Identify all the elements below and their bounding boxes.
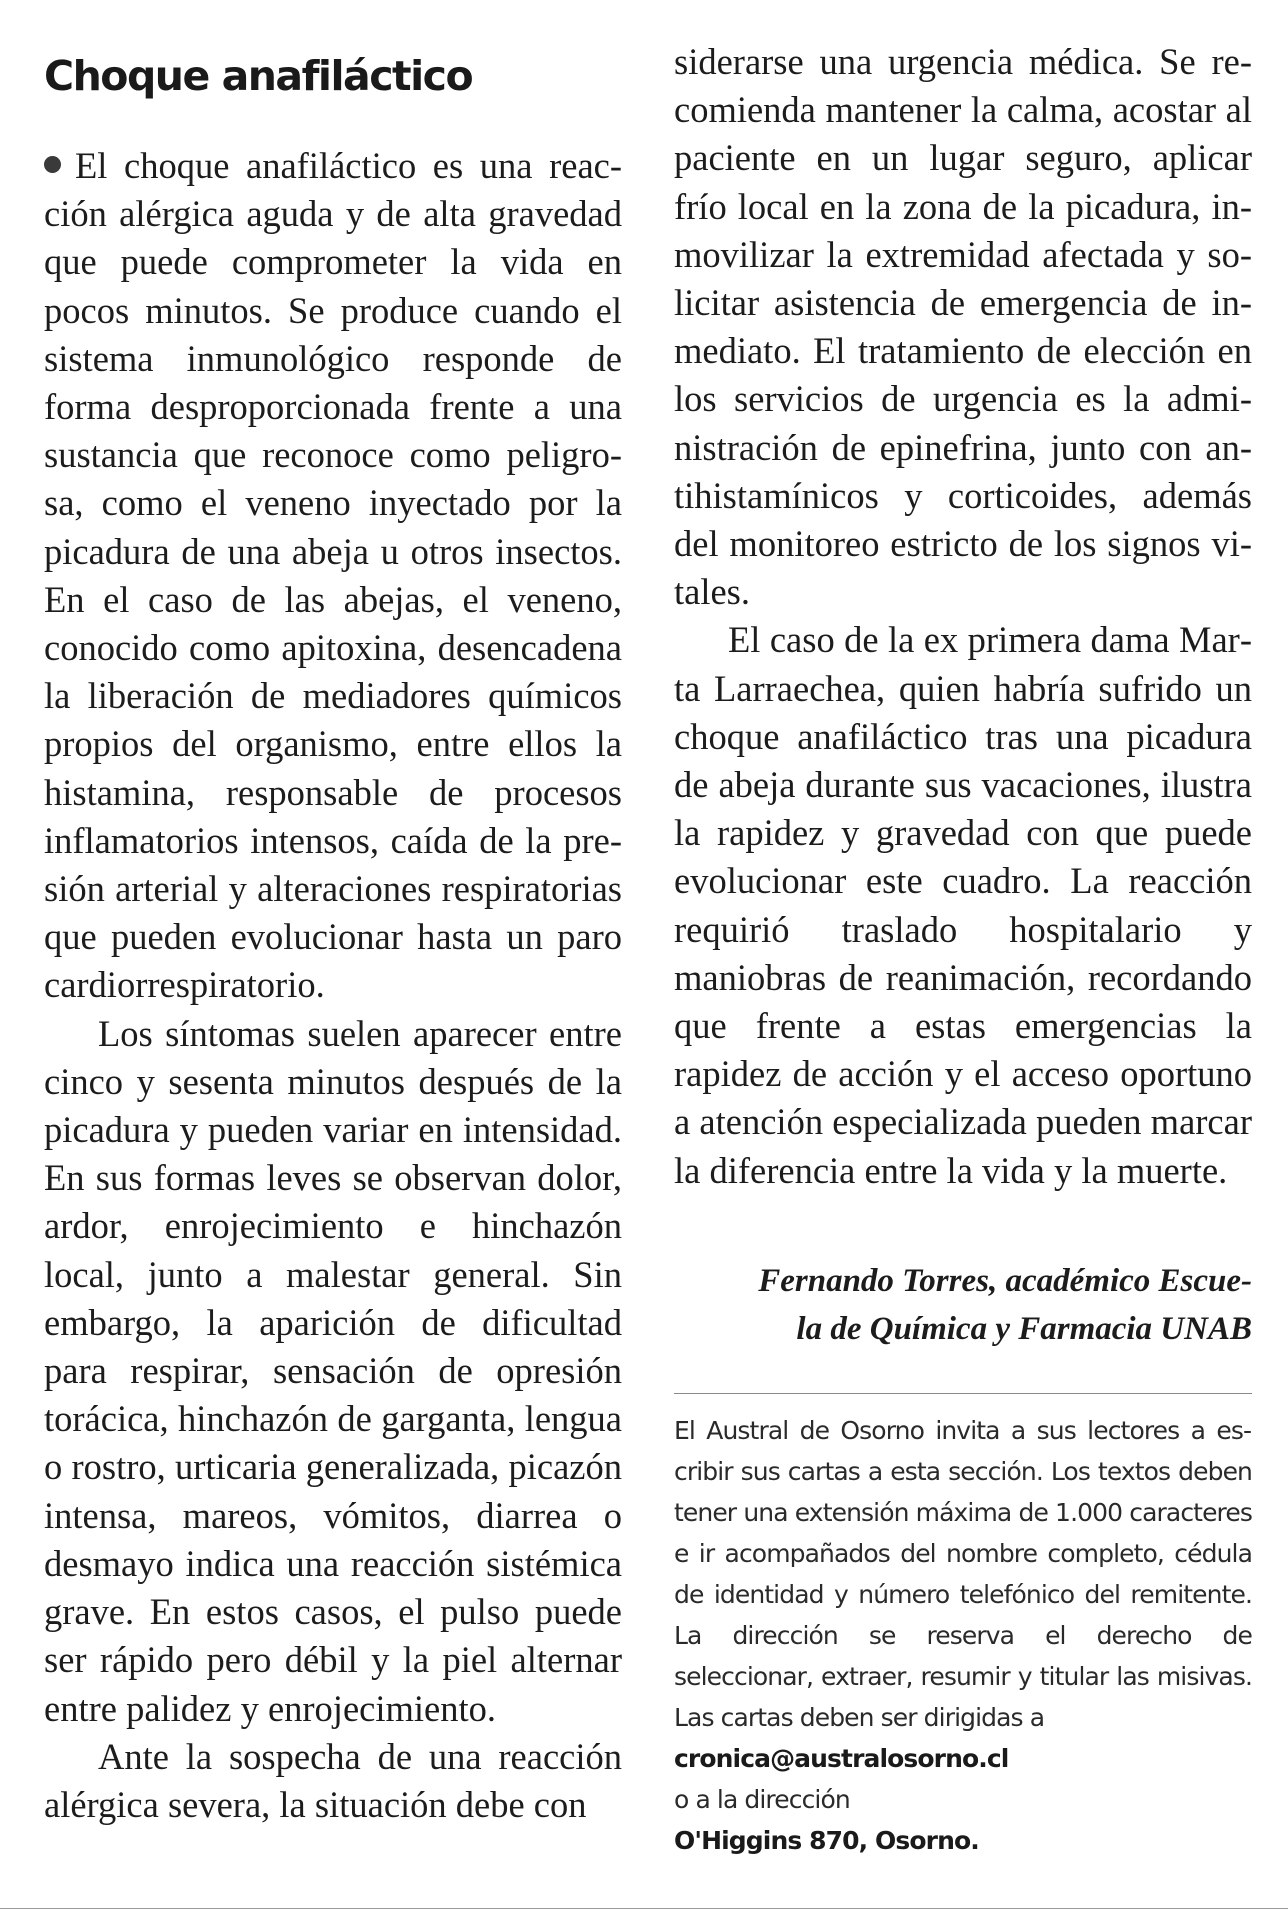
editorial-note: El Austral de Osorno invita a sus lectores a escribir sus cartas a esta sección. Los textos deben tener una extensión máxima de 1.000 caracteres e ir acompañados del nombre completo, cédula de identidad y número telefónico del remitente. La dirección se reserva el derecho de seleccionar, extraer, resumir y titular las misivas. Las cartas deben ser dirigidas a: [674, 1415, 1252, 1732]
left-column: [44, 38, 622, 1829]
section-divider: [674, 1393, 1252, 1394]
article-paragraph-1: [44, 142, 622, 1010]
article-paragraph-3-end: siderarse una urgencia médica. Se recomienda mantener la calma, acostar al paciente en un lugar seguro, aplicar frío local en la zona de la picadura, inmovilizar la extremidad afectada y solicitar asistencia de emergencia de inmediato. El tratamiento de elección en los servicios de urgencia es la administración de epinefrina, junto con antihistamínicos y corticoides, además del monitoreo estricto de los signos vitales.: [674, 41, 1252, 613]
article-title: Choque anafiláctico: [44, 52, 473, 100]
address-intro: o a la dirección: [674, 1784, 850, 1814]
bullet-icon: [44, 156, 61, 173]
right-column: [674, 38, 1252, 1861]
article-paragraph-2: Los síntomas suelen aparecer entre cinco y sesenta minutos después de la picadura y pueden variar en intensidad. En sus formas leves se observan dolor, ardor, enrojecimiento e hinchazón local, junto a malestar general. Sin embargo, la aparición de dificultad para respirar, sensación de opresión torácica, hinchazón de garganta, lengua o rostro, urticaria generalizada, picazón intensa, mareos, vómitos, diarrea o desmayo indica una reacción sistémica grave. En estos casos, el pulso puede ser rápido pero débil y la piel alternar entre palidez y enrojecimiento.: [44, 1012, 622, 1729]
article-paragraph-4: El caso de la ex primera dama Marta Larraechea, quien habría sufrido un choque anafiláctico tras una picadura de abeja durante sus vacaciones, ilustra la rapidez y gravedad con que puede evolucionar este cuadro. La reacción requirió traslado hospitalario y maniobras de reanimación, recordando que frente a estas emergencias la rapidez de acción y el acceso oportuno a atención especializada pueden marcar la diferencia entre la vida y la muerte.: [674, 619, 1252, 1191]
article-paragraph-3-start: Ante la sospecha de una reacción alérgica severa, la situación debe con: [44, 1735, 622, 1825]
contact-email[interactable]: cronica@australosorno.cl: [674, 1743, 1009, 1773]
page-bottom-divider: [0, 1908, 1288, 1909]
author-signature: [674, 1257, 1252, 1353]
paragraph-1-text: El choque anafiláctico es una reacción alérgica aguda y de alta gravedad que puede comprometer la vida en pocos minutos. Se produce cuando el sistema inmunológico responde de forma desproporcionada frente a una sustancia que reconoce como peligrosa, como el veneno inyectado por la picadura de una abeja u otros insectos. En el caso de las abejas, el veneno, conocido como apitoxina, desencadena la liberación de mediadores químicos propios del organismo, entre ellos la histamina, responsable de procesos inflamatorios intensos, caída de la presión arterial y alteraciones respiratorias que pueden evolucionar hasta un paro cardiorrespiratorio.: [44, 145, 622, 1006]
signature-line-2: la de Química y Farmacia UNAB: [796, 1310, 1252, 1347]
signature-line-1: Fernando Torres, académico Escue-: [758, 1262, 1252, 1299]
contact-address: O'Higgins 870, Osorno.: [674, 1825, 979, 1855]
